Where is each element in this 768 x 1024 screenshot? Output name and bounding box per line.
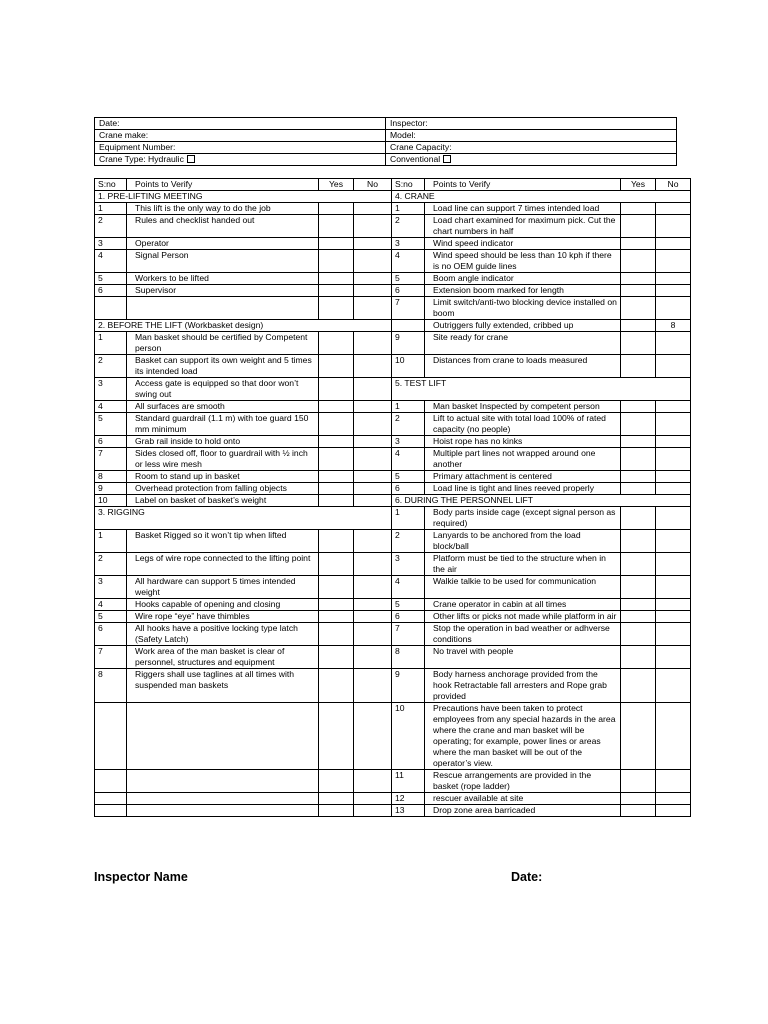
no-checkbox[interactable] [656,576,691,599]
checklist-row [95,285,691,297]
item-text: Distances from crane to loads measured [425,355,621,378]
item-text [127,805,319,817]
item-text: Load line is tight and lines reeved properly [425,483,621,495]
item-number: 8 [95,471,127,483]
checklist-row [95,703,691,770]
no-checkbox[interactable] [354,623,392,646]
yes-checkbox[interactable] [621,355,656,378]
item-number: 2 [95,355,127,378]
item-text: Standard guardrail (1.1 m) with toe guard 150 mm minimum [127,413,319,436]
item-text: Other lifts or picks not made while platform in air [425,611,621,623]
item-text: Work area of the man basket is clear of personnel, structures and equipment [127,646,319,669]
item-text: Body harness anchorage provided from the hook Retractable fall arresters and Rope grab provided [425,669,621,703]
yes-checkbox[interactable] [319,646,354,669]
yes-checkbox[interactable] [319,669,354,703]
no-checkbox[interactable] [656,355,691,378]
no-checkbox[interactable] [354,250,392,273]
item-text [127,770,319,793]
no-checkbox[interactable] [354,669,392,703]
sno-header: S:no [392,179,425,191]
item-number: 4 [95,599,127,611]
checklist-row [95,378,691,401]
no-checkbox[interactable] [354,355,392,378]
yes-checkbox[interactable] [319,273,354,285]
no-checkbox[interactable] [354,436,392,448]
yes-checkbox[interactable] [319,203,354,215]
sno-header: S:no [95,179,127,191]
yes-checkbox[interactable] [319,413,354,436]
no-checkbox[interactable] [656,273,691,285]
yes-checkbox[interactable] [319,297,354,320]
no-checkbox[interactable] [354,483,392,495]
item-text: Wind speed indicator [425,238,621,250]
section-title: 5. TEST LIFT [392,378,691,401]
item-text: Body parts inside cage (except signal person as required) [425,507,621,530]
item-text: Boom angle indicator [425,273,621,285]
item-text [127,793,319,805]
yes-header: Yes [621,179,656,191]
item-number: 3 [392,436,425,448]
item-number: 2 [95,553,127,576]
no-checkbox[interactable] [656,203,691,215]
item-number: 8 [95,669,127,703]
yes-checkbox[interactable] [621,669,656,703]
no-checkbox[interactable] [354,273,392,285]
item-number: 12 [392,793,425,805]
item-text: Load line can support 7 times intended load [425,203,621,215]
checklist-row [95,436,691,448]
item-text: Rules and checklist handed out [127,215,319,238]
no-checkbox[interactable] [656,436,691,448]
item-text [127,297,319,320]
checklist-row [95,495,691,507]
column-header-row [95,179,691,191]
no-checkbox[interactable] [656,599,691,611]
no-checkbox[interactable] [354,576,392,599]
yes-checkbox[interactable] [621,770,656,793]
yes-checkbox[interactable] [621,805,656,817]
yes-header: Yes [319,179,354,191]
item-number: 11 [392,770,425,793]
item-number: 7 [95,448,127,471]
checklist-body [95,179,691,817]
item-text: Overhead protection from falling objects [127,483,319,495]
no-checkbox[interactable] [656,413,691,436]
no-checkbox[interactable] [656,250,691,273]
no-checkbox[interactable] [656,611,691,623]
section-title: 3. RIGGING [95,507,392,530]
signature-date-label: Date: [511,870,543,884]
no-checkbox[interactable] [656,703,691,770]
item-text: Limit switch/anti-two blocking device installed on boom [425,297,621,320]
yes-checkbox[interactable] [621,203,656,215]
no-checkbox[interactable] [656,285,691,297]
item-text: Hooks capable of opening and closing [127,599,319,611]
crane-type-field [95,154,386,166]
no-checkbox[interactable] [354,297,392,320]
item-number: 8 [392,646,425,669]
item-number: 5 [95,413,127,436]
item-number: 6 [95,436,127,448]
item-number: 1 [95,530,127,553]
item-number: 9 [392,332,425,355]
no-checkbox[interactable] [656,623,691,646]
item-text: Legs of wire rope connected to the lifting point [127,553,319,576]
yes-checkbox[interactable] [319,495,354,507]
no-checkbox[interactable] [354,332,392,355]
item-text: Access gate is equipped so that door won’t swing out [127,378,319,401]
no-checkbox[interactable]: 8 [656,320,691,332]
points-header: Points to Verify [425,179,621,191]
yes-checkbox[interactable] [319,611,354,623]
item-number: 3 [95,576,127,599]
item-number [95,703,127,770]
yes-checkbox[interactable] [621,646,656,669]
item-text: Riggers shall use taglines at all times with suspended man baskets [127,669,319,703]
yes-checkbox[interactable] [319,436,354,448]
crane-capacity-field[interactable]: Crane Capacity: [386,142,677,154]
conventional-checkbox[interactable] [443,155,451,163]
item-number: 3 [95,238,127,250]
no-checkbox[interactable] [354,495,392,507]
yes-checkbox[interactable] [621,332,656,355]
yes-checkbox[interactable] [319,576,354,599]
item-number [95,805,127,817]
yes-checkbox[interactable] [621,250,656,273]
equipment-number-field[interactable]: Equipment Number: [95,142,386,154]
checklist-row [95,273,691,285]
yes-checkbox[interactable] [319,448,354,471]
no-checkbox[interactable] [354,530,392,553]
no-checkbox[interactable] [354,238,392,250]
item-number [95,793,127,805]
no-checkbox[interactable] [354,413,392,436]
item-text: Rescue arrangements are provided in the basket (rope ladder) [425,770,621,793]
no-checkbox[interactable] [656,215,691,238]
item-number [95,297,127,320]
no-checkbox[interactable] [354,401,392,413]
item-number: 7 [392,623,425,646]
no-checkbox[interactable] [354,553,392,576]
checklist-row [95,530,691,553]
yes-checkbox[interactable] [319,770,354,793]
item-number: 10 [392,355,425,378]
item-text: No travel with people [425,646,621,669]
no-checkbox[interactable] [354,611,392,623]
checklist-row [95,203,691,215]
checklist-row [95,297,691,320]
item-number: 4 [392,576,425,599]
section-title: 2. BEFORE THE LIFT (Workbasket design) [95,320,392,332]
yes-checkbox[interactable] [621,530,656,553]
inspector-name-label: Inspector Name [94,870,188,884]
no-checkbox[interactable] [354,203,392,215]
item-number: 1 [95,332,127,355]
no-checkbox[interactable] [656,530,691,553]
yes-checkbox[interactable] [621,273,656,285]
checklist-row [95,793,691,805]
item-text: Man basket should be certified by Competent person [127,332,319,355]
item-number: 9 [95,483,127,495]
item-number: 3 [392,238,425,250]
item-text: All hardware can support 5 times intended weight [127,576,319,599]
yes-checkbox[interactable] [621,215,656,238]
item-number: 1 [392,507,425,530]
date-field[interactable]: Date: [95,118,386,130]
item-text: Sides closed off, floor to guardrail with ½ inch or less wire mesh [127,448,319,471]
yes-checkbox[interactable] [621,623,656,646]
item-number: 4 [95,401,127,413]
inspector-field[interactable]: Inspector: [386,118,677,130]
no-checkbox[interactable] [656,553,691,576]
item-text: Primary attachment is centered [425,471,621,483]
no-checkbox[interactable] [354,448,392,471]
no-checkbox[interactable] [656,793,691,805]
yes-checkbox[interactable] [319,530,354,553]
no-checkbox[interactable] [354,471,392,483]
checklist-row [95,401,691,413]
yes-checkbox[interactable] [319,238,354,250]
item-number: 6 [392,285,425,297]
item-number: 6 [95,285,127,297]
item-text: Multiple part lines not wrapped around one another [425,448,621,471]
yes-checkbox[interactable] [319,483,354,495]
header-table [94,117,677,166]
item-number: 1 [392,401,425,413]
item-number: 3 [392,553,425,576]
item-number: 4 [95,250,127,273]
item-text: Site ready for crane [425,332,621,355]
no-checkbox[interactable] [354,285,392,297]
yes-checkbox[interactable] [319,599,354,611]
item-text: rescuer available at site [425,793,621,805]
yes-checkbox[interactable] [319,285,354,297]
checklist-row [95,507,691,530]
yes-checkbox[interactable] [621,471,656,483]
item-number [95,770,127,793]
no-checkbox[interactable] [656,770,691,793]
item-text: Basket can support its own weight and 5 times its intended load [127,355,319,378]
item-text: All surfaces are smooth [127,401,319,413]
item-number: 3 [95,378,127,401]
checklist-row [95,332,691,355]
item-text: Hoist rope has no kinks [425,436,621,448]
item-text: Platform must be tied to the structure when in the air [425,553,621,576]
no-checkbox[interactable] [354,599,392,611]
no-checkbox[interactable] [656,507,691,530]
no-checkbox[interactable] [354,703,392,770]
item-number: 6 [95,623,127,646]
checklist-row [95,623,691,646]
no-checkbox[interactable] [656,646,691,669]
item-number: 6 [392,483,425,495]
item-number [392,320,425,332]
checklist-row [95,471,691,483]
checklist-row [95,770,691,793]
section-title: 1. PRE-LIFTING MEETING [95,191,392,203]
item-text [127,703,319,770]
item-number: 13 [392,805,425,817]
checklist-row [95,805,691,817]
checklist-row [95,669,691,703]
section-title: 6. DURING THE PERSONNEL LIFT [392,495,691,507]
checklist-row [95,413,691,436]
checklist-row [95,448,691,471]
checklist-row [95,576,691,599]
item-text: Label on basket of basket’s weight [127,495,319,507]
item-text: Wire rope “eye” have thimbles [127,611,319,623]
item-number: 4 [392,250,425,273]
item-text: Supervisor [127,285,319,297]
yes-checkbox[interactable] [319,355,354,378]
yes-checkbox[interactable] [319,215,354,238]
item-text: Workers to be lifted [127,273,319,285]
hydraulic-checkbox[interactable] [187,155,195,163]
crane-type-label: Crane Type: Hydraulic [99,154,184,164]
item-text: Lanyards to be anchored from the load block/ball [425,530,621,553]
item-text: Crane operator in cabin at all times [425,599,621,611]
item-text: Grab rail inside to hold onto [127,436,319,448]
item-text: Wind speed should be less than 10 kph if there is no OEM guide lines [425,250,621,273]
checklist-row [95,355,691,378]
item-number: 6 [392,611,425,623]
no-checkbox[interactable] [354,646,392,669]
item-number: 4 [392,448,425,471]
item-text: Lift to actual site with total load 100% of rated capacity (no people) [425,413,621,436]
item-text: Stop the operation in bad weather or adhverse conditions [425,623,621,646]
item-number: 5 [392,471,425,483]
yes-checkbox[interactable] [621,297,656,320]
no-checkbox[interactable] [354,215,392,238]
item-number: 7 [95,646,127,669]
yes-checkbox[interactable] [319,250,354,273]
yes-checkbox[interactable] [621,483,656,495]
section-title: 4. CRANE [392,191,691,203]
conventional-field [386,154,677,166]
yes-checkbox[interactable] [621,448,656,471]
item-number: 10 [392,703,425,770]
item-text: Room to stand up in basket [127,471,319,483]
conventional-label: Conventional [390,154,441,164]
item-number: 5 [95,273,127,285]
item-text: Signal Person [127,250,319,273]
yes-checkbox[interactable] [319,703,354,770]
yes-checkbox[interactable] [319,793,354,805]
yes-checkbox[interactable] [621,320,656,332]
no-checkbox[interactable] [354,770,392,793]
item-number: 9 [392,669,425,703]
model-field[interactable]: Model: [386,130,677,142]
yes-checkbox[interactable] [319,471,354,483]
crane-make-field[interactable]: Crane make: [95,130,386,142]
yes-checkbox[interactable] [621,703,656,770]
yes-checkbox[interactable] [621,436,656,448]
no-checkbox[interactable] [656,669,691,703]
item-number: 10 [95,495,127,507]
item-text: Extension boom marked for length [425,285,621,297]
points-header: Points to Verify [127,179,319,191]
yes-checkbox[interactable] [319,378,354,401]
yes-checkbox[interactable] [621,576,656,599]
no-checkbox[interactable] [354,378,392,401]
no-checkbox[interactable] [656,805,691,817]
item-number: 5 [392,273,425,285]
item-number: 5 [392,599,425,611]
yes-checkbox[interactable] [621,401,656,413]
checklist-row [95,191,691,203]
item-number: 2 [95,215,127,238]
item-number: 2 [392,215,425,238]
item-text: This lift is the only way to do the job [127,203,319,215]
yes-checkbox[interactable] [621,413,656,436]
yes-checkbox[interactable] [319,401,354,413]
checklist-row [95,238,691,250]
checklist-row [95,553,691,576]
yes-checkbox[interactable] [621,611,656,623]
checklist-row [95,611,691,623]
item-number: 1 [95,203,127,215]
no-checkbox[interactable] [656,483,691,495]
item-number: 7 [392,297,425,320]
item-text: Precautions have been taken to protect employees from any special hazards in the area where the crane and man basket will be operating; for example, power lines or areas where the man basket will be out of the operator’s view. [425,703,621,770]
yes-checkbox[interactable] [319,623,354,646]
yes-checkbox[interactable] [621,793,656,805]
checklist-row [95,483,691,495]
no-header: No [354,179,392,191]
item-text: Basket Rigged so it won’t tip when lifted [127,530,319,553]
no-checkbox[interactable] [656,471,691,483]
checklist-row [95,646,691,669]
item-text: Drop zone area barricaded [425,805,621,817]
item-text: Operator [127,238,319,250]
yes-checkbox[interactable] [621,285,656,297]
yes-checkbox[interactable] [621,553,656,576]
no-checkbox[interactable] [354,793,392,805]
checklist-row [95,215,691,238]
no-checkbox[interactable] [656,448,691,471]
no-checkbox[interactable] [656,401,691,413]
checklist-row [95,250,691,273]
yes-checkbox[interactable] [621,507,656,530]
item-text: Outriggers fully extended, cribbed up [425,320,621,332]
item-text: Walkie talkie to be used for communication [425,576,621,599]
item-number: 5 [95,611,127,623]
item-number: 2 [392,530,425,553]
no-header: No [656,179,691,191]
checklist-table [94,178,691,817]
checklist-row [95,320,691,332]
item-number: 1 [392,203,425,215]
yes-checkbox[interactable] [319,332,354,355]
yes-checkbox[interactable] [621,238,656,250]
yes-checkbox[interactable] [319,805,354,817]
checklist-row [95,599,691,611]
no-checkbox[interactable] [354,805,392,817]
no-checkbox[interactable] [656,297,691,320]
item-text: Man basket Inspected by competent person [425,401,621,413]
no-checkbox[interactable] [656,332,691,355]
yes-checkbox[interactable] [621,599,656,611]
item-number: 2 [392,413,425,436]
item-text: Load chart examined for maximum pick. Cut the chart numbers in half [425,215,621,238]
item-text: All hooks have a positive locking type latch (Safety Latch) [127,623,319,646]
yes-checkbox[interactable] [319,553,354,576]
no-checkbox[interactable] [656,238,691,250]
